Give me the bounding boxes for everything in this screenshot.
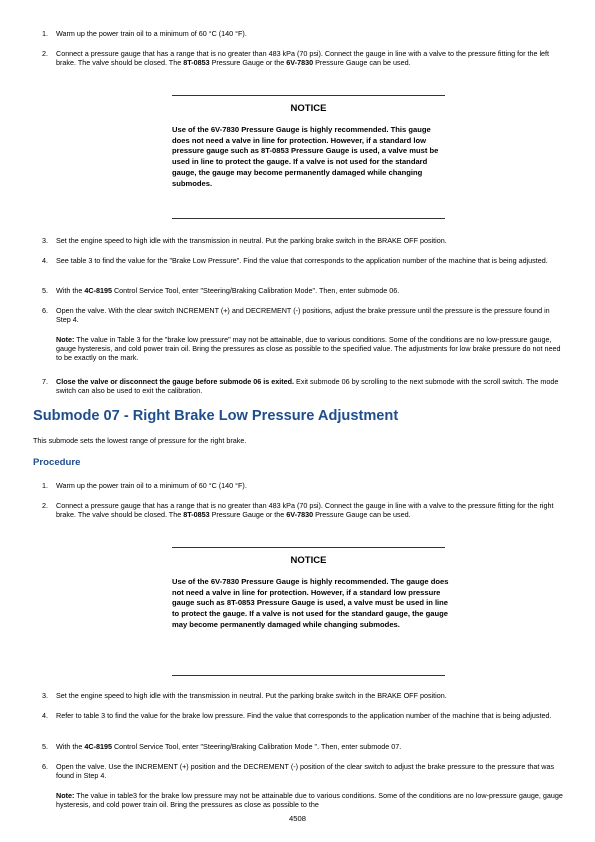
notice-title: NOTICE bbox=[290, 555, 327, 566]
step-text: Warm up the power train oil to a minimum of 60 °C (140 °F). bbox=[56, 481, 247, 490]
notice-title: NOTICE bbox=[290, 103, 327, 114]
step-number: 6. bbox=[42, 306, 48, 315]
step-text: Set the engine speed to high idle with the transmission in neutral. Put the parking brake switch in the BRAKE OFF position. bbox=[56, 691, 447, 700]
step-number: 3. bbox=[42, 236, 48, 245]
procedure-heading: Procedure bbox=[33, 457, 81, 468]
step-text: Set the engine speed to high idle with the transmission in neutral. Put the parking brake switch in the BRAKE OFF position. bbox=[56, 236, 447, 245]
notice-divider-bottom bbox=[172, 675, 445, 676]
notice-divider-top bbox=[172, 547, 445, 548]
step-number: 2. bbox=[42, 49, 48, 58]
step-number: 1. bbox=[42, 481, 48, 490]
page-number: 4508 bbox=[289, 814, 306, 823]
step-text: Refer to table 3 to find the value for the brake low pressure. Find the value that corresponds to the application number of the machine that is being adjusted. bbox=[56, 711, 552, 720]
section-heading: Submode 07 - Right Brake Low Pressure Adjustment bbox=[33, 408, 399, 424]
step-text: Connect a pressure gauge that has a range that is no greater than 483 kPa (70 psi). Connect the gauge in line with a valve to the pressure fitting for the left brake. The valve should be closed. The 8T-0853 Pressure Gauge or the 6V-7830 Pressure Gauge can be used. bbox=[56, 49, 550, 68]
step-text: Warm up the power train oil to a minimum of 60 °C (140 °F). bbox=[56, 29, 247, 38]
notice-divider-top bbox=[172, 95, 445, 96]
note-paragraph: Note: The value in table3 for the brake low pressure may not be attainable due to various conditions. Some of the conditions are no low-pressure gauge, gauge hysteresis, and cold power train oil. Bring the pressures as close as possible to the bbox=[56, 791, 563, 810]
step-number: 3. bbox=[42, 691, 48, 700]
step-text: Open the valve. With the clear switch INCREMENT (+) and DECREMENT (-) positions, adjust the brake pressure until the pressure is the pressure found in Step 4. bbox=[56, 306, 550, 325]
step-text: Open the valve. Use the INCREMENT (+) position and the DECREMENT (-) position of the clear switch to adjust the brake pressure to the pressure that was found in Step 4. bbox=[56, 762, 555, 781]
step-text: Close the valve or disconnect the gauge before submode 06 is exited. Exit submode 06 by scrolling to the next submode with the scroll switch. The mode switch can also be used to exit the calibration. bbox=[56, 377, 559, 396]
notice-body: Use of the 6V-7830 Pressure Gauge is highly recommended. This gauge does not need a valve in line for protection. However, if a standard low pressure gauge such as 8T-0853 Pressure Gauge is used, a valve must be used in line to protect the gauge. If a valve is not used for the standard gauge, the gauge may become permanently damaged while changing submodes. bbox=[172, 125, 439, 188]
step-number: 5. bbox=[42, 286, 48, 295]
notice-divider-bottom bbox=[172, 218, 445, 219]
step-text: With the 4C-8195 Control Service Tool, enter "Steering/Braking Calibration Mode". Then, enter submode 06. bbox=[56, 286, 400, 295]
step-text: Connect a pressure gauge that has a range that is no greater than 483 kPa (70 psi). Connect the gauge in line with a valve to the pressure fitting for the right brake. The valve should be closed. The 8T-0853 Pressure Gauge or the 6V-7830 Pressure Gauge can be used. bbox=[56, 501, 554, 520]
note-paragraph: Note: The value in Table 3 for the "brake low pressure" may not be attainable, due to various conditions. Some of the conditions are no low-pressure gauge, gauge hysteresis, and cold power train oil. Bring the pressures as close as possible to the specified value. The adjustments for low brake pressure do not need to be exactly on the mark. bbox=[56, 335, 561, 363]
step-number: 4. bbox=[42, 256, 48, 265]
step-number: 5. bbox=[42, 742, 48, 751]
step-number: 7. bbox=[42, 377, 48, 386]
notice-body: Use of the 6V-7830 Pressure Gauge is highly recommended. The gauge does not need a valve in line for protection. However, if a standard low pressure gauge such as 8T-0853 Pressure Gauge is used, a valve must be used in line to protect the gauge. If a valve is not used for the standard gauge, the gauge may become permanently damaged while changing submodes. bbox=[172, 577, 449, 629]
step-number: 2. bbox=[42, 501, 48, 510]
step-number: 4. bbox=[42, 711, 48, 720]
section-intro: This submode sets the lowest range of pressure for the right brake. bbox=[33, 436, 247, 445]
step-number: 6. bbox=[42, 762, 48, 771]
step-text: With the 4C-8195 Control Service Tool, enter "Steering/Braking Calibration Mode ". Then, enter submode 07. bbox=[56, 742, 402, 751]
step-text: See table 3 to find the value for the "Brake Low Pressure". Find the value that corresponds to the application number of the machine that is being adjusted. bbox=[56, 256, 548, 265]
step-number: 1. bbox=[42, 29, 48, 38]
